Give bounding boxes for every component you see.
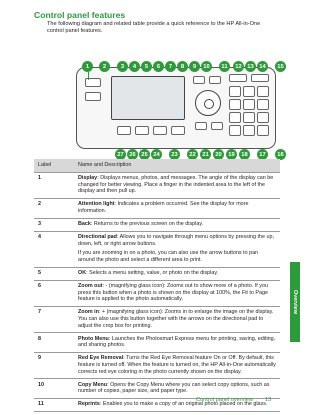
row-description [74, 352, 280, 378]
feature-name: Zoom in [78, 309, 99, 316]
row-description [74, 172, 280, 198]
callout-12: 12 [233, 61, 244, 72]
numeric-keypad [229, 86, 269, 130]
table-row [34, 379, 280, 399]
display-screen [111, 76, 185, 120]
callout-20: 20 [213, 149, 224, 160]
table-header-row [34, 159, 280, 172]
panel-button [85, 92, 101, 101]
row-description [74, 333, 280, 353]
row-label: 7 [34, 306, 74, 332]
callout-6: 6 [153, 61, 164, 72]
description-paragraph: Directional pad: Allows you to navigate through menu options by pressing the up, down, left, or right arrow buttons. [78, 234, 274, 247]
description-text: Displays menus, photos, and messages. The angle of the display can be changed for better viewing. Place a finger in the indented area to the left of the display and then pull up. [78, 175, 274, 195]
panel-button [153, 126, 167, 135]
callout-15: 15 [275, 61, 286, 72]
description-paragraph: OK: Selects a menu setting, value, or photo on the display. [78, 270, 219, 277]
callout-17: 17 [257, 149, 268, 160]
description-text: Returns to the previous screen on the display. [93, 221, 204, 228]
feature-name: Directional pad [78, 234, 117, 241]
callout-23: 23 [169, 149, 180, 160]
table-row [34, 267, 280, 280]
callout-2: 2 [99, 61, 110, 72]
description-paragraph: Display: Displays menus, photos, and messages. The angle of the display can be changed for better viewing. Place a finger in the indented area to the left of the display and then pull up. [78, 175, 274, 195]
page-footer [196, 397, 271, 403]
description-paragraph [78, 250, 276, 263]
feature-name: Attention light [78, 201, 115, 208]
panel-button [195, 122, 207, 130]
table-row [34, 306, 280, 332]
side-tab [290, 262, 300, 342]
row-description [74, 218, 280, 231]
callout-8: 8 [177, 61, 188, 72]
control-panel-diagram [76, 67, 276, 149]
feature-name: Zoom out [78, 283, 103, 290]
panel-button [117, 126, 131, 135]
callout-21: 21 [200, 149, 211, 160]
callout-22: 22 [187, 149, 198, 160]
callout-11: 11 [219, 61, 230, 72]
description-paragraph: Red Eye Removal: Turns the Red Eye Removal feature On or Off. By default, this feature is turned off. When the feature is turned on, the HP All-in-One automatically corrects red eye coloring in the photo currently shown on the display. [78, 355, 276, 375]
row-label: 6 [34, 280, 74, 306]
panel-button [171, 126, 185, 135]
panel-button [85, 78, 101, 87]
callout-13: 13 [245, 61, 256, 72]
callout-26: 26 [127, 149, 138, 160]
panel-button [135, 126, 149, 135]
row-label: 3 [34, 218, 74, 231]
feature-name: Reprints [78, 401, 100, 408]
table-row [34, 218, 280, 231]
description-paragraph: Attention light: Indicates a problem occurred. See the display for more information. [78, 201, 249, 214]
callout-10: 10 [201, 61, 212, 72]
description-text: If you are zooming in on a photo, you can also use the arrow buttons to pan around the photo and select a different area to print. [78, 250, 259, 263]
callout-19: 19 [226, 149, 237, 160]
row-label: 5 [34, 267, 74, 280]
description-paragraph: Copy Menu: Opens the Copy Menu where you can select copy options, such as number of copies, paper size, and paper type. [78, 381, 270, 395]
intro-paragraph: The following diagram and related table provide a quick reference to the HP All-in-One control panel features. [47, 21, 261, 35]
callout-16: 16 [275, 149, 286, 160]
features-table [34, 159, 280, 412]
row-label: 2 [34, 198, 74, 218]
row-description [74, 306, 280, 332]
callout-24: 24 [151, 149, 162, 160]
panel-button [251, 74, 269, 82]
description-text: Turns the Red Eye Removal feature On or Off. By default, this feature is turned off. When the feature is turned on, the HP All-in-One automatically corrects red eye coloring in the photo currently shown on the display. [78, 355, 276, 375]
table-row [34, 280, 280, 306]
callout-9: 9 [189, 61, 200, 72]
row-label: 4 [34, 231, 74, 267]
description-paragraph: Reprints: Enables you to make a copy of an original photo placed on the glass. [78, 401, 268, 408]
description-text: Indicates a problem occurred. See the display for more information. [78, 201, 249, 214]
panel-button [211, 122, 223, 130]
row-description [74, 198, 280, 218]
row-description [74, 379, 280, 399]
table-body [34, 172, 280, 411]
callout-1: 1 [82, 61, 93, 72]
description-paragraph: Photo Menu: Launches the Photosmart Express menu for printing, saving, editing, and sharing photos. [78, 335, 276, 349]
description-text: Enables you to make a copy of an original photo placed on the glass. [102, 401, 268, 408]
table-row [34, 231, 280, 267]
row-label: 1 [34, 172, 74, 198]
description-text: - (magnifying glass icon): Zooms out to show more of a photo. If you press this button when a photo is shown on the display at 100%, the Fit to Page feature is applied to the photo automatically. [78, 283, 268, 303]
row-label: 10 [34, 379, 74, 399]
description-text: + (magnifying glass icon): Zooms in to enlarge the image on the display. You can also use this button together with the arrows on the directional pad to adjust the crop box for printing. [78, 309, 274, 329]
side-tab-label: Overview [292, 290, 299, 314]
callout-5: 5 [141, 61, 152, 72]
description-paragraph: Zoom in: + (magnifying glass icon): Zooms in to enlarge the image on the display. You can also use this button together with the arrows on the directional pad to adjust the crop box for printing. [78, 309, 274, 329]
row-description [74, 280, 280, 306]
feature-name: Copy Menu [78, 381, 108, 388]
description-column-header: Name and Description [74, 159, 280, 172]
section-title: Control panel features [34, 10, 126, 20]
label-column-header: Label [34, 159, 74, 172]
page-number: 13 [264, 397, 272, 403]
table-row [34, 198, 280, 218]
footer-text: Control panel overview [196, 397, 253, 403]
feature-name: Display [78, 175, 98, 182]
callout-14: 14 [257, 61, 268, 72]
feature-name: Photo Menu [78, 335, 109, 342]
panel-button [193, 76, 205, 84]
feature-name: Red Eye Removal [78, 355, 124, 362]
row-label: 11 [34, 398, 74, 411]
feature-name: OK [78, 270, 87, 277]
table-row [34, 172, 280, 198]
description-paragraph: Zoom out: - (magnifying glass icon): Zooms out to show more of a photo. If you press this button when a photo is shown on the display at 100%, the Fit to Page feature is applied to the photo automatically. [78, 283, 268, 303]
description-text: Opens the Copy Menu where you can select copy options, such as number of copies, paper size, and paper type. [78, 381, 270, 395]
directional-pad [195, 90, 221, 116]
panel-button [209, 76, 221, 84]
row-description [74, 267, 280, 280]
row-label: 8 [34, 333, 74, 353]
description-text: Launches the Photosmart Express menu for printing, saving, editing, and sharing photos. [78, 335, 276, 349]
callout-4: 4 [129, 61, 140, 72]
table-row [34, 333, 280, 353]
feature-name: Back [78, 221, 91, 228]
callout-7: 7 [165, 61, 176, 72]
callout-25: 25 [139, 149, 150, 160]
callout-18: 18 [239, 149, 250, 160]
row-label: 9 [34, 352, 74, 378]
description-text: Selects a menu setting, value, or photo on the display. [89, 270, 219, 277]
callout-27: 27 [115, 149, 126, 160]
description-text: Allows you to navigate through menu options by pressing the up, down, left, or right arrow buttons. [78, 234, 274, 247]
table-row [34, 352, 280, 378]
row-description [74, 231, 280, 267]
panel-button [229, 74, 247, 82]
callout-3: 3 [117, 61, 128, 72]
description-paragraph: Back: Returns to the previous screen on the display. [78, 221, 204, 228]
